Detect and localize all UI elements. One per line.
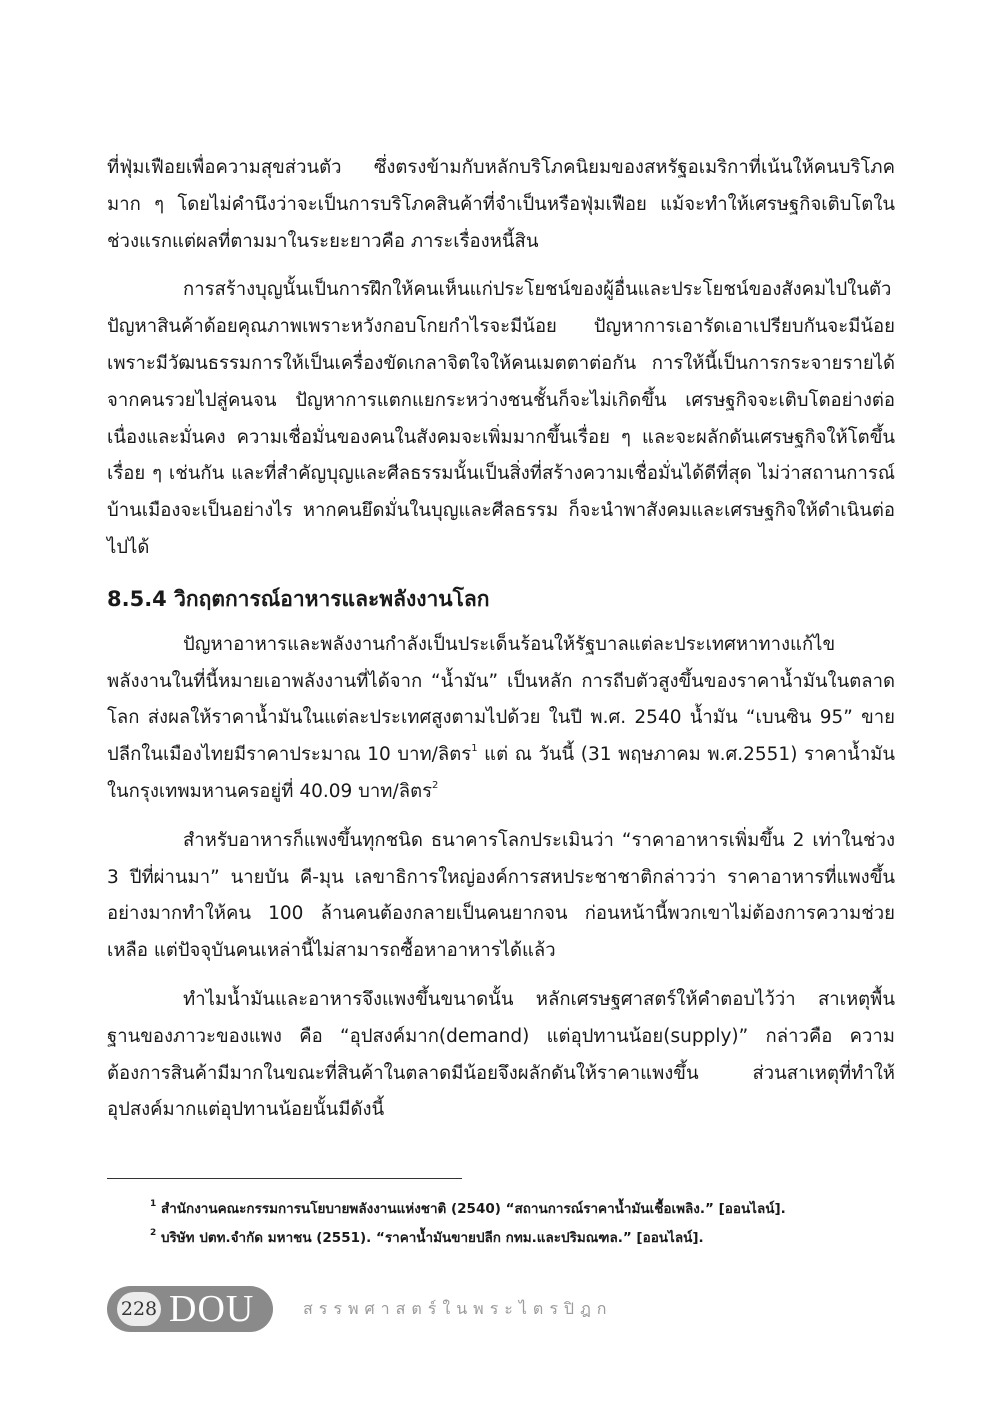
- paragraph-energy-text-a: ปัญหาอาหารและพลังงานกำลังเป็นประเด็นร้อนให้รัฐบาลแต่ละประเทศหาทางแก้ไขพลังงานในที่นี้หมายเอาพลังงานที่ได้จาก “น้ำมัน” เป็นหลัก การถีบตัวสูงขึ้นของราคาน้ำมันในตลาดโลก ส่งผลให้ราคาน้ำมันในแต่ละประเทศสูงตามไปด้วย ในปี พ.ศ. 2540 น้ำมัน “เบนซิน 95” ขายปลีกในเมืองไทยมีราคาประมาณ 10 บาท/ลิตร: [107, 633, 895, 766]
- paragraph-food: สำหรับอาหารก็แพงขึ้นทุกชนิด ธนาคารโลกประเมินว่า “ราคาอาหารเพิ่มขึ้น 2 เท่าในช่วง 3 ปีที่ผ่านมา” นายบัน คี-มุน เลขาธิการใหญ่องค์การสหประชาชาติกล่าวว่า ราคาอาหารที่แพงขึ้นอย่างมากทำให้คน 100 ล้านคนต้องกลายเป็นคนยากจน ก่อนหน้านี้พวกเขาไม่ต้องการความช่วยเหลือ แต่ปัจจุบันคนเหล่านี้ไม่สามารถซื้อหาอาหารได้แล้ว: [107, 829, 895, 962]
- body-text: [107, 150, 895, 1141]
- dou-logo: DOU: [169, 1288, 255, 1330]
- paragraph-energy-text-b: แต่ ณ วันนี้ (31 พฤษภาคม พ.ศ.2551) ราคาน้ำมันในกรุงเทพมหานครอยู่ที่ 40.09 บาท/ลิตร: [107, 744, 895, 802]
- footnote-mark-1: 1: [150, 1198, 157, 1209]
- footnotes: [150, 1195, 910, 1253]
- page-number: 228: [117, 1292, 161, 1326]
- book-title: สรรพศาสตร์ในพระไตรปิฎก: [303, 1298, 613, 1318]
- page-footer: [107, 1286, 613, 1332]
- paragraph-consumption: ที่ฟุ่มเฟือยเพื่อความสุขส่วนตัว ซึ่งตรงข้ามกับหลักบริโภคนิยมของสหรัฐอเมริกาที่เน้นให้คนบริโภคมาก ๆ โดยไม่คำนึงว่าจะเป็นการบริโภคสินค้าที่จำเป็นหรือฟุ่มเฟือย แม้จะทำให้เศรษฐกิจเติบโตในช่วงแรกแต่ผลที่ตามมาในระยะยาวคือ ภาระเรื่องหนี้สิน: [107, 157, 895, 252]
- footnote-divider: [107, 1178, 462, 1179]
- paragraph-energy: [107, 627, 895, 811]
- footnote-2: [150, 1224, 910, 1253]
- paragraph-supply-demand: ทำไมน้ำมันและอาหารจึงแพงขึ้นขนาดนั้น หลักเศรษฐศาสตร์ให้คำตอบไว้ว่า สาเหตุพื้นฐานของภาวะของแพง คือ “อุปสงค์มาก(demand) แต่อุปทานน้อย(supply)” กล่าวคือ ความต้องการสินค้ามีมากในขณะที่สินค้าในตลาดมีน้อยจึงผลักดันให้ราคาแพงขึ้น ส่วนสาเหตุที่ทำให้อุปสงค์มากแต่อุปทานน้อยนั้นมีดังนี้: [107, 988, 895, 1121]
- footnote-ref-2[interactable]: 2: [432, 779, 439, 791]
- footnote-1: [150, 1195, 910, 1224]
- footnote-text-2: บริษัท ปตท.จำกัด มหาชน (2551). “ราคาน้ำมันขายปลีก กทม.และปริมณฑล.” [ออนไลน์].: [156, 1230, 704, 1246]
- paragraph-merit: การสร้างบุญนั้นเป็นการฝึกให้คนเห็นแก่ประโยชน์ของผู้อื่นและประโยชน์ของสังคมไปในตัว ปัญหาสินค้าด้อยคุณภาพเพราะหวังกอบโกยกำไรจะมีน้อย ปัญหาการเอารัดเอาเปรียบกันจะมีน้อย เพราะมีวัฒนธรรมการให้เป็นเครื่องขัดเกลาจิตใจให้คนเมตตาต่อกัน การให้นี้เป็นการกระจายรายได้จากคนรวยไปสู่คนจน ปัญหาการแตกแยกระหว่างชนชั้นก็จะไม่เกิดขึ้น เศรษฐกิจจะเติบโตอย่างต่อเนื่องและมั่นคง ความเชื่อมั่นของคนในสังคมจะเพิ่มมากขึ้นเรื่อย ๆ และจะผลักดันเศรษฐกิจให้โตขึ้นเรื่อย ๆ เช่นกัน และที่สำคัญบุญและศีลธรรมนั้นเป็นสิ่งที่สร้างความเชื่อมั่นได้ดีที่สุด ไม่ว่าสถานการณ์บ้านเมืองจะเป็นอย่างไร หากคนยึดมั่นในบุญและศีลธรรม ก็จะนำพาสังคมและเศรษฐกิจให้ดำเนินต่อไปได้: [107, 279, 895, 558]
- footnote-text-1: สำนักงานคณะกรรมการนโยบายพลังงานแห่งชาติ (2540) “สถานการณ์ราคาน้ำมันเชื้อเพลิง.” [ออนไลน์].: [156, 1201, 786, 1217]
- footer-badge: [107, 1286, 273, 1332]
- footnote-ref-1[interactable]: 1: [471, 743, 478, 754]
- section-heading: 8.5.4 วิกฤตการณ์อาหารและพลังงานโลก: [107, 586, 490, 611]
- footnote-mark-2: 2: [150, 1227, 157, 1238]
